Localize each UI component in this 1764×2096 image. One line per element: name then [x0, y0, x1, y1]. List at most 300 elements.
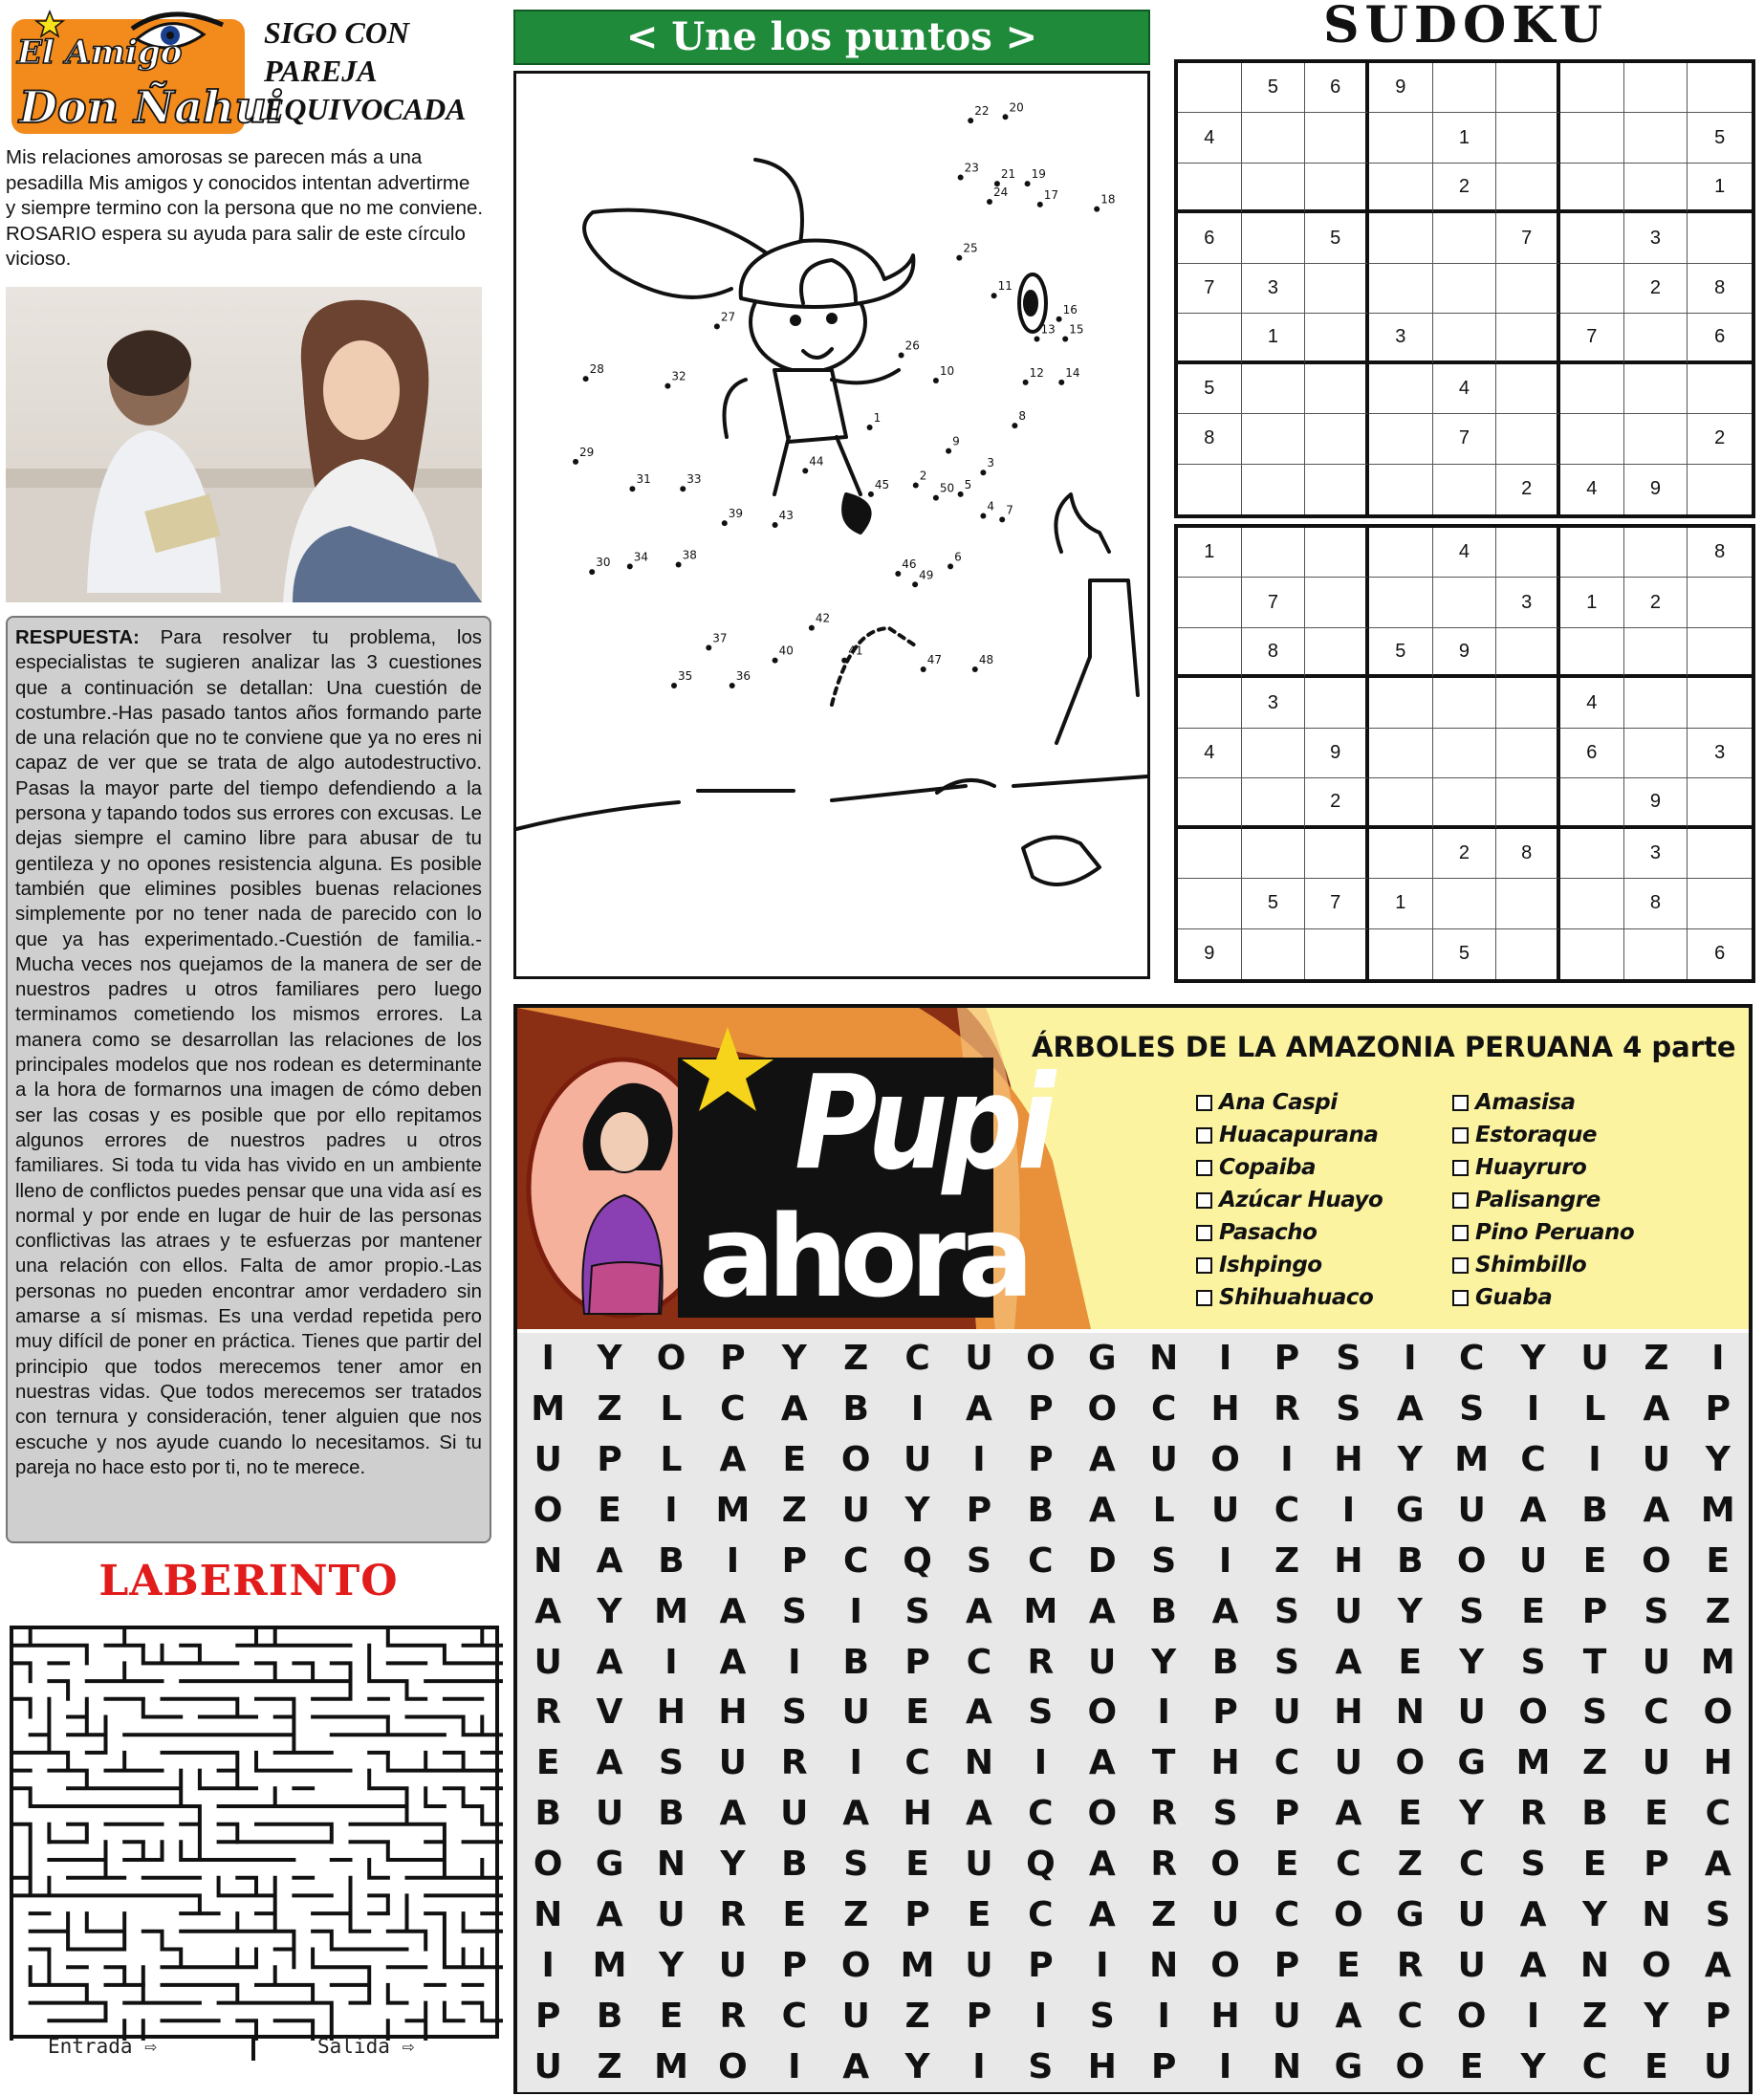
- word-search-letter[interactable]: A: [1088, 1490, 1116, 1530]
- word-search-letter[interactable]: U: [718, 1743, 747, 1783]
- sudoku-empty-cell[interactable]: [1688, 465, 1752, 514]
- word-search-letter[interactable]: S: [1459, 1591, 1485, 1631]
- word-search-letter[interactable]: E: [1398, 1642, 1423, 1682]
- word-search-letter[interactable]: I: [1218, 1540, 1232, 1581]
- word-search-letter[interactable]: S: [1028, 2047, 1054, 2087]
- sudoku-empty-cell[interactable]: [1496, 678, 1560, 728]
- word-search-letter[interactable]: P: [904, 1642, 930, 1682]
- dot-point[interactable]: [629, 486, 635, 491]
- word-search-letter[interactable]: Z: [597, 2047, 622, 2087]
- checkbox-icon[interactable]: [1196, 1192, 1212, 1209]
- word-search-letter[interactable]: C: [1028, 1540, 1054, 1581]
- word-search-letter[interactable]: H: [656, 1692, 686, 1733]
- dot-point[interactable]: [583, 376, 589, 382]
- sudoku-empty-cell[interactable]: [1624, 63, 1688, 113]
- sudoku-empty-cell[interactable]: [1560, 829, 1624, 879]
- word-search-letter[interactable]: S: [1520, 1845, 1546, 1885]
- word-search-letter[interactable]: S: [1644, 1591, 1669, 1631]
- sudoku-empty-cell[interactable]: [1624, 729, 1688, 778]
- word-search-letter[interactable]: I: [1404, 1338, 1417, 1378]
- word-search-letter[interactable]: S: [1336, 1338, 1361, 1378]
- dot-point[interactable]: [730, 683, 735, 688]
- dot-point[interactable]: [714, 323, 720, 329]
- word-search-letter[interactable]: N: [656, 1845, 686, 1885]
- word-search-letter[interactable]: M: [1700, 1642, 1735, 1682]
- dot-point[interactable]: [1003, 114, 1009, 120]
- word-search-letter[interactable]: S: [1274, 1591, 1299, 1631]
- word-search-letter[interactable]: M: [1515, 1743, 1551, 1783]
- dot-point[interactable]: [841, 658, 847, 664]
- word-search-letter[interactable]: U: [1580, 1338, 1609, 1378]
- word-search-letter[interactable]: O: [1026, 1338, 1056, 1378]
- sudoku-empty-cell[interactable]: [1496, 778, 1560, 828]
- word-search-letter[interactable]: U: [1273, 1692, 1301, 1733]
- dot-point[interactable]: [1025, 181, 1031, 186]
- sudoku-empty-cell[interactable]: [1369, 528, 1433, 578]
- word-search-letter[interactable]: H: [1087, 2047, 1117, 2087]
- word-search-letter[interactable]: M: [1454, 1439, 1490, 1479]
- word-search-letter[interactable]: I: [849, 1743, 862, 1783]
- word-search-letter[interactable]: Y: [658, 1946, 685, 1986]
- word-search-letter[interactable]: C: [842, 1540, 869, 1581]
- word-search-letter[interactable]: A: [1088, 1439, 1116, 1479]
- sudoku-empty-cell[interactable]: [1178, 678, 1242, 728]
- sudoku-empty-cell[interactable]: [1178, 578, 1242, 627]
- word-search-letter[interactable]: P: [535, 1997, 561, 2037]
- word-search-letter[interactable]: A: [1088, 1845, 1116, 1885]
- sudoku-empty-cell[interactable]: [1178, 829, 1242, 879]
- dot-point[interactable]: [980, 469, 986, 475]
- word-search-letter[interactable]: P: [1581, 1591, 1608, 1631]
- sudoku-empty-cell[interactable]: [1496, 628, 1560, 678]
- sudoku-empty-cell[interactable]: [1496, 63, 1560, 113]
- sudoku-empty-cell[interactable]: [1305, 364, 1369, 414]
- word-search-letter[interactable]: P: [597, 1439, 622, 1479]
- word-search-letter[interactable]: M: [900, 1946, 935, 1986]
- sudoku-empty-cell[interactable]: [1433, 314, 1497, 363]
- word-search-letter[interactable]: R: [1396, 1946, 1424, 1986]
- word-search-letter[interactable]: A: [1519, 1490, 1547, 1530]
- dot-point[interactable]: [972, 666, 978, 672]
- word-search-letter[interactable]: Y: [1151, 1642, 1177, 1682]
- word-search-letter[interactable]: Y: [1397, 1439, 1423, 1479]
- word-search-letter[interactable]: O: [1395, 2047, 1426, 2087]
- sudoku-empty-cell[interactable]: [1496, 113, 1560, 163]
- sudoku-empty-cell[interactable]: [1624, 929, 1688, 979]
- word-search-letter[interactable]: N: [1579, 1946, 1610, 1986]
- word-search-letter[interactable]: Z: [781, 1490, 807, 1530]
- word-search-letter[interactable]: S: [781, 1692, 807, 1733]
- sudoku-empty-cell[interactable]: [1433, 778, 1497, 828]
- word-search-letter[interactable]: Y: [1581, 1895, 1608, 1935]
- word-search-letter[interactable]: Z: [1581, 1743, 1608, 1783]
- word-search-letter[interactable]: B: [1397, 1540, 1424, 1581]
- sudoku-empty-cell[interactable]: [1369, 164, 1433, 213]
- sudoku-empty-cell[interactable]: [1560, 213, 1624, 263]
- word-search-letter[interactable]: A: [1519, 1946, 1547, 1986]
- word-search-letter[interactable]: C: [1458, 1338, 1485, 1378]
- sudoku-empty-cell[interactable]: [1560, 264, 1624, 314]
- sudoku-empty-cell[interactable]: [1624, 528, 1688, 578]
- sudoku-empty-cell[interactable]: [1560, 414, 1624, 464]
- word-search-letter[interactable]: S: [1274, 1642, 1299, 1682]
- sudoku-empty-cell[interactable]: [1688, 364, 1752, 414]
- word-search-letter[interactable]: A: [596, 1540, 623, 1581]
- word-search-letter[interactable]: U: [1642, 1439, 1670, 1479]
- sudoku-empty-cell[interactable]: [1242, 364, 1306, 414]
- sudoku-empty-cell[interactable]: [1178, 164, 1242, 213]
- sudoku-empty-cell[interactable]: [1369, 414, 1433, 464]
- word-search-letter[interactable]: U: [1457, 1692, 1486, 1733]
- sudoku-empty-cell[interactable]: [1242, 113, 1306, 163]
- sudoku-empty-cell[interactable]: [1305, 164, 1369, 213]
- word-search-letter[interactable]: B: [781, 1845, 808, 1885]
- word-search-letter[interactable]: B: [1581, 1794, 1608, 1834]
- word-search-letter[interactable]: A: [719, 1439, 747, 1479]
- word-search-letter[interactable]: O: [1456, 1997, 1487, 2037]
- checkbox-icon[interactable]: [1452, 1127, 1469, 1144]
- word-search-letter[interactable]: U: [965, 1338, 993, 1378]
- sudoku-empty-cell[interactable]: [1560, 364, 1624, 414]
- word-search-letter[interactable]: T: [1582, 1642, 1607, 1682]
- sudoku-empty-cell[interactable]: [1369, 778, 1433, 828]
- word-search-letter[interactable]: Y: [1644, 1997, 1669, 2037]
- word-search-letter[interactable]: N: [1395, 1692, 1425, 1733]
- word-search-letter[interactable]: I: [1526, 1388, 1540, 1429]
- sudoku-empty-cell[interactable]: [1688, 578, 1752, 627]
- sudoku-empty-cell[interactable]: [1242, 164, 1306, 213]
- word-search-letter[interactable]: S: [659, 1743, 684, 1783]
- word-search-letter[interactable]: U: [718, 1946, 747, 1986]
- sudoku-empty-cell[interactable]: [1305, 578, 1369, 627]
- word-search-letter[interactable]: B: [1581, 1490, 1608, 1530]
- word-search-letter[interactable]: L: [660, 1388, 683, 1429]
- word-search-letter[interactable]: Y: [720, 1845, 746, 1885]
- sudoku-empty-cell[interactable]: [1560, 879, 1624, 928]
- word-search-letter[interactable]: I: [664, 1642, 678, 1682]
- dot-point[interactable]: [722, 520, 728, 526]
- sudoku-empty-cell[interactable]: [1688, 778, 1752, 828]
- word-search-letter[interactable]: A: [780, 1388, 808, 1429]
- dot-point[interactable]: [1023, 380, 1029, 385]
- word-search-letter[interactable]: M: [1023, 1591, 1058, 1631]
- word-search-letter[interactable]: A: [596, 1743, 623, 1783]
- word-search-letter[interactable]: I: [541, 1946, 555, 1986]
- word-search-letter[interactable]: M: [654, 1591, 688, 1631]
- sudoku-empty-cell[interactable]: [1624, 364, 1688, 414]
- word-search-letter[interactable]: O: [1087, 1388, 1118, 1429]
- word-search-letter[interactable]: O: [840, 1946, 871, 1986]
- word-search-letter[interactable]: Y: [1459, 1642, 1485, 1682]
- word-search-letter[interactable]: Z: [843, 1895, 869, 1935]
- word-search-letter[interactable]: I: [1034, 1743, 1048, 1783]
- word-search-letter[interactable]: I: [1157, 1997, 1170, 2037]
- word-search-letter[interactable]: C: [1520, 1439, 1546, 1479]
- word-search-letter[interactable]: V: [596, 1692, 623, 1733]
- word-search-letter[interactable]: Y: [1520, 1338, 1546, 1378]
- dot-point[interactable]: [627, 563, 633, 569]
- word-search-letter[interactable]: R: [1519, 1794, 1547, 1834]
- word-search-letter[interactable]: O: [656, 1338, 686, 1378]
- word-search-letter[interactable]: R: [1027, 1642, 1055, 1682]
- sudoku-empty-cell[interactable]: [1242, 929, 1306, 979]
- word-search-letter[interactable]: H: [718, 1692, 748, 1733]
- dot-point[interactable]: [991, 293, 997, 298]
- checkbox-icon[interactable]: [1452, 1225, 1469, 1241]
- checkbox-icon[interactable]: [1196, 1257, 1212, 1274]
- word-search-letter[interactable]: L: [660, 1439, 683, 1479]
- sudoku-empty-cell[interactable]: [1305, 264, 1369, 314]
- word-search-letter[interactable]: P: [1705, 1997, 1731, 2037]
- word-search-letter[interactable]: P: [1705, 1388, 1731, 1429]
- word-search-letter[interactable]: I: [1034, 1997, 1048, 2037]
- word-search-letter[interactable]: H: [903, 1794, 932, 1834]
- word-search-letter[interactable]: U: [965, 1946, 993, 1986]
- word-search-letter[interactable]: G: [1396, 1895, 1425, 1935]
- sudoku-empty-cell[interactable]: [1496, 164, 1560, 213]
- word-search-letter[interactable]: C: [1274, 1895, 1300, 1935]
- dot-point[interactable]: [980, 513, 986, 519]
- dot-point[interactable]: [895, 571, 901, 577]
- word-search-letter[interactable]: E: [782, 1895, 807, 1935]
- word-search-letter[interactable]: R: [780, 1743, 808, 1783]
- word-search-letter[interactable]: P: [720, 1338, 746, 1378]
- word-search-letter[interactable]: C: [1274, 1490, 1300, 1530]
- maze-puzzle[interactable]: [10, 1626, 499, 2061]
- word-search-letter[interactable]: U: [1704, 2047, 1732, 2087]
- word-search-letter[interactable]: N: [1642, 1895, 1671, 1935]
- word-search-letter[interactable]: E: [1398, 1794, 1423, 1834]
- word-search-letter[interactable]: C: [720, 1388, 746, 1429]
- word-search-letter[interactable]: U: [1088, 1642, 1117, 1682]
- word-search-letter[interactable]: E: [1274, 1845, 1299, 1885]
- word-search-letter[interactable]: C: [781, 1997, 807, 2037]
- word-search-letter[interactable]: B: [1027, 1490, 1055, 1530]
- word-search-letter[interactable]: H: [1334, 1439, 1363, 1479]
- sudoku-empty-cell[interactable]: [1305, 113, 1369, 163]
- sudoku-empty-cell[interactable]: [1624, 164, 1688, 213]
- sudoku-empty-cell[interactable]: [1178, 465, 1242, 514]
- word-search-letter[interactable]: C: [1705, 1794, 1731, 1834]
- word-search-letter[interactable]: U: [1210, 1490, 1240, 1530]
- word-search-letter[interactable]: Z: [1151, 1895, 1177, 1935]
- word-search-letter[interactable]: M: [1700, 1490, 1735, 1530]
- dot-point[interactable]: [573, 459, 578, 465]
- word-search-letter[interactable]: I: [972, 2047, 986, 2087]
- word-search-letter[interactable]: H: [1334, 1692, 1363, 1733]
- word-search-letter[interactable]: P: [781, 1946, 807, 1986]
- word-search-letter[interactable]: S: [1520, 1642, 1546, 1682]
- sudoku-empty-cell[interactable]: [1624, 628, 1688, 678]
- word-search-letter[interactable]: S: [781, 1591, 807, 1631]
- sudoku-empty-cell[interactable]: [1688, 829, 1752, 879]
- word-search-letter[interactable]: R: [1274, 1388, 1300, 1429]
- word-search-letter[interactable]: Y: [1397, 1591, 1423, 1631]
- word-search-letter[interactable]: C: [1028, 1895, 1054, 1935]
- sudoku-empty-cell[interactable]: [1496, 414, 1560, 464]
- sudoku-empty-cell[interactable]: [1433, 729, 1497, 778]
- word-search-letter[interactable]: A: [1335, 1997, 1362, 2037]
- sudoku-empty-cell[interactable]: [1433, 678, 1497, 728]
- word-search-letter[interactable]: Z: [1397, 1845, 1423, 1885]
- word-search-letter[interactable]: Y: [597, 1338, 622, 1378]
- word-search-letter[interactable]: A: [1335, 1642, 1362, 1682]
- word-search-letter[interactable]: R: [719, 1997, 747, 2037]
- word-search-letter[interactable]: B: [534, 1794, 561, 1834]
- dot-point[interactable]: [676, 562, 682, 568]
- word-search-letter[interactable]: M: [715, 1490, 751, 1530]
- word-search-letter[interactable]: A: [1704, 1845, 1731, 1885]
- word-search-letter[interactable]: U: [1642, 1743, 1670, 1783]
- sudoku-empty-cell[interactable]: [1496, 729, 1560, 778]
- word-search-letter[interactable]: I: [1588, 1439, 1601, 1479]
- word-search-letter[interactable]: T: [1151, 1743, 1176, 1783]
- word-search-letter[interactable]: C: [1644, 1692, 1669, 1733]
- word-search-letter[interactable]: Z: [904, 1997, 930, 2037]
- sudoku-empty-cell[interactable]: [1624, 678, 1688, 728]
- word-search-letter[interactable]: R: [719, 1895, 747, 1935]
- word-search-letter[interactable]: Z: [843, 1338, 869, 1378]
- word-search-letter[interactable]: A: [1519, 1895, 1547, 1935]
- word-search-letter[interactable]: A: [1704, 1946, 1731, 1986]
- checkbox-icon[interactable]: [1452, 1160, 1469, 1176]
- word-search-letter[interactable]: P: [1274, 1946, 1300, 1986]
- word-search-letter[interactable]: O: [1456, 1540, 1487, 1581]
- word-search-letter[interactable]: C: [904, 1338, 930, 1378]
- word-search-letter[interactable]: P: [781, 1540, 807, 1581]
- word-search-letter[interactable]: O: [1642, 1540, 1671, 1581]
- checkbox-icon[interactable]: [1196, 1127, 1212, 1144]
- dot-point[interactable]: [589, 569, 595, 575]
- word-search-letter[interactable]: Y: [781, 1338, 807, 1378]
- dot-point[interactable]: [867, 425, 873, 430]
- word-search-letter[interactable]: U: [1457, 1895, 1486, 1935]
- sudoku-empty-cell[interactable]: [1305, 929, 1369, 979]
- sudoku-empty-cell[interactable]: [1369, 465, 1433, 514]
- sudoku-grid-1[interactable]: [1174, 59, 1755, 518]
- word-search-letter[interactable]: H: [1210, 1743, 1240, 1783]
- word-search-letter[interactable]: U: [841, 1997, 870, 2037]
- word-search-letter[interactable]: P: [1028, 1946, 1054, 1986]
- sudoku-empty-cell[interactable]: [1560, 63, 1624, 113]
- word-search-letter[interactable]: N: [1272, 2047, 1302, 2087]
- word-search-letter[interactable]: P: [1274, 1794, 1300, 1834]
- word-search-letter[interactable]: I: [1096, 1946, 1109, 1986]
- dot-point[interactable]: [1062, 337, 1068, 342]
- sudoku-empty-cell[interactable]: [1305, 678, 1369, 728]
- word-search-letter[interactable]: G: [1088, 1338, 1117, 1378]
- word-search-letter[interactable]: S: [843, 1845, 869, 1885]
- dot-point[interactable]: [671, 683, 677, 688]
- sudoku-empty-cell[interactable]: [1496, 264, 1560, 314]
- word-search-letter[interactable]: E: [782, 1439, 807, 1479]
- word-search-letter[interactable]: O: [1703, 1692, 1733, 1733]
- dot-point[interactable]: [912, 581, 918, 587]
- word-search-letter[interactable]: M: [654, 2047, 688, 2087]
- word-search-letter[interactable]: G: [1334, 2047, 1363, 2087]
- checkbox-icon[interactable]: [1196, 1225, 1212, 1241]
- word-search-letter[interactable]: A: [1643, 1490, 1670, 1530]
- word-search-letter[interactable]: Z: [1705, 1591, 1731, 1631]
- word-search-letter[interactable]: B: [658, 1540, 685, 1581]
- word-search-letter[interactable]: P: [1028, 1388, 1054, 1429]
- word-search-letter[interactable]: Z: [1274, 1540, 1300, 1581]
- word-search-letter[interactable]: A: [1335, 1794, 1362, 1834]
- word-search-letter[interactable]: Y: [904, 1490, 930, 1530]
- word-search-letter[interactable]: C: [1274, 1743, 1300, 1783]
- word-search-letter[interactable]: O: [1642, 1946, 1671, 1986]
- checkbox-icon[interactable]: [1452, 1257, 1469, 1274]
- dot-point[interactable]: [1037, 202, 1043, 207]
- word-search-letter[interactable]: P: [966, 1490, 992, 1530]
- word-search-letter[interactable]: I: [1341, 1490, 1356, 1530]
- word-search-letter[interactable]: O: [840, 1439, 871, 1479]
- word-search-letter[interactable]: A: [719, 1794, 747, 1834]
- word-search-letter[interactable]: G: [1457, 1743, 1486, 1783]
- word-search-letter[interactable]: Q: [1026, 1845, 1056, 1885]
- sudoku-empty-cell[interactable]: [1433, 264, 1497, 314]
- dot-point[interactable]: [913, 482, 919, 488]
- word-search-letter[interactable]: B: [658, 1794, 685, 1834]
- sudoku-empty-cell[interactable]: [1688, 678, 1752, 728]
- word-search-letter[interactable]: U: [1334, 1591, 1362, 1631]
- sudoku-empty-cell[interactable]: [1433, 465, 1497, 514]
- word-search-letter[interactable]: I: [1218, 1338, 1232, 1378]
- dot-point[interactable]: [921, 666, 926, 672]
- word-search-letter[interactable]: L: [1583, 1388, 1606, 1429]
- word-search-letter[interactable]: L: [1152, 1490, 1175, 1530]
- word-search-letter[interactable]: U: [1457, 1490, 1486, 1530]
- word-search-letter[interactable]: S: [1151, 1540, 1177, 1581]
- sudoku-empty-cell[interactable]: [1369, 213, 1433, 263]
- sudoku-empty-cell[interactable]: [1433, 879, 1497, 928]
- word-search-letter[interactable]: N: [534, 1540, 563, 1581]
- word-search-letter[interactable]: G: [1396, 1490, 1425, 1530]
- word-search-letter[interactable]: U: [841, 1692, 870, 1733]
- word-search-letter[interactable]: B: [842, 1388, 869, 1429]
- word-search-letter[interactable]: C: [1581, 2047, 1608, 2087]
- sudoku-empty-cell[interactable]: [1560, 528, 1624, 578]
- sudoku-empty-cell[interactable]: [1433, 63, 1497, 113]
- word-search-letter[interactable]: U: [534, 1642, 562, 1682]
- word-search-letter[interactable]: A: [966, 1692, 992, 1733]
- dot-point[interactable]: [987, 199, 992, 205]
- sudoku-empty-cell[interactable]: [1178, 628, 1242, 678]
- word-search-letter[interactable]: O: [718, 2047, 748, 2087]
- word-search-letter[interactable]: U: [1210, 1895, 1240, 1935]
- dot-point[interactable]: [1094, 207, 1100, 212]
- dot-point[interactable]: [773, 658, 778, 664]
- word-search-letter[interactable]: B: [596, 1997, 623, 2037]
- sudoku-empty-cell[interactable]: [1496, 528, 1560, 578]
- word-search-letter[interactable]: E: [1521, 1591, 1545, 1631]
- sudoku-empty-cell[interactable]: [1496, 364, 1560, 414]
- word-search-letter[interactable]: C: [966, 1642, 992, 1682]
- word-search-letter[interactable]: I: [1218, 2047, 1232, 2087]
- dots-puzzle[interactable]: [513, 71, 1150, 979]
- word-search-letter[interactable]: U: [1457, 1946, 1486, 1986]
- word-search-letter[interactable]: O: [1518, 1692, 1548, 1733]
- sudoku-empty-cell[interactable]: [1305, 829, 1369, 879]
- sudoku-empty-cell[interactable]: [1369, 578, 1433, 627]
- word-search-letter[interactable]: B: [842, 1642, 869, 1682]
- dot-point[interactable]: [968, 118, 973, 123]
- word-search-letter[interactable]: U: [1518, 1540, 1548, 1581]
- sudoku-empty-cell[interactable]: [1305, 528, 1369, 578]
- sudoku-empty-cell[interactable]: [1624, 113, 1688, 163]
- dot-point[interactable]: [947, 563, 953, 569]
- sudoku-empty-cell[interactable]: [1305, 465, 1369, 514]
